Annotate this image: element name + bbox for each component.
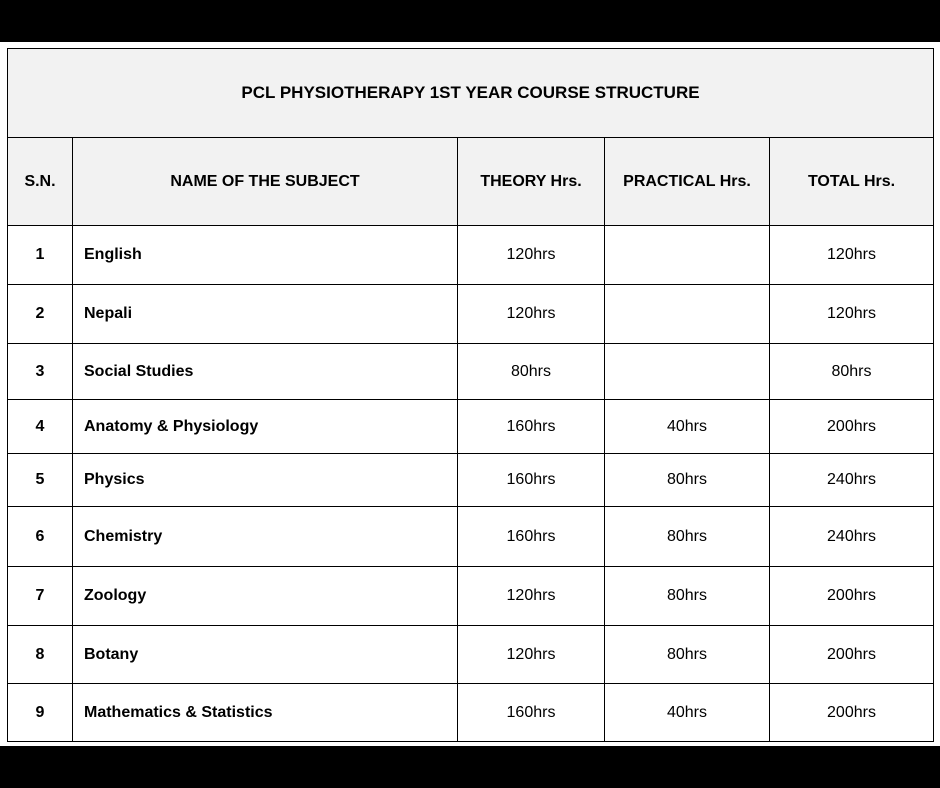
cell-subject: Physics	[73, 454, 458, 507]
cell-sn: 9	[8, 684, 73, 742]
cell-theory: 120hrs	[458, 626, 605, 684]
cell-practical: 40hrs	[605, 684, 770, 742]
cell-theory: 160hrs	[458, 400, 605, 454]
cell-practical	[605, 344, 770, 400]
cell-subject: English	[73, 226, 458, 285]
table-row	[8, 507, 934, 567]
cell-sn: 4	[8, 400, 73, 454]
cell-total: 120hrs	[770, 226, 934, 285]
cell-subject: Mathematics & Statistics	[73, 684, 458, 742]
cell-theory: 80hrs	[458, 344, 605, 400]
cell-subject: Nepali	[73, 285, 458, 344]
header-total: TOTAL Hrs.	[770, 138, 934, 226]
cell-sn: 2	[8, 285, 73, 344]
cell-practical: 80hrs	[605, 507, 770, 567]
table-row	[8, 344, 934, 400]
header-theory: THEORY Hrs.	[458, 138, 605, 226]
cell-sn: 6	[8, 507, 73, 567]
table-row	[8, 285, 934, 344]
cell-sn: 7	[8, 567, 73, 626]
cell-theory: 160hrs	[458, 454, 605, 507]
cell-practical: 80hrs	[605, 567, 770, 626]
cell-total: 80hrs	[770, 344, 934, 400]
header-practical: PRACTICAL Hrs.	[605, 138, 770, 226]
cell-subject: Zoology	[73, 567, 458, 626]
table-title: PCL PHYSIOTHERAPY 1ST YEAR COURSE STRUCTURE	[8, 49, 934, 138]
cell-theory: 120hrs	[458, 226, 605, 285]
cell-total: 120hrs	[770, 285, 934, 344]
table-row	[8, 684, 934, 742]
cell-practical	[605, 226, 770, 285]
cell-practical: 80hrs	[605, 454, 770, 507]
cell-total: 240hrs	[770, 454, 934, 507]
header-sn: S.N.	[8, 138, 73, 226]
cell-total: 240hrs	[770, 507, 934, 567]
table-row	[8, 567, 934, 626]
cell-theory: 120hrs	[458, 567, 605, 626]
cell-subject: Botany	[73, 626, 458, 684]
cell-theory: 160hrs	[458, 507, 605, 567]
cell-practical: 40hrs	[605, 400, 770, 454]
table-row	[8, 454, 934, 507]
cell-subject: Anatomy & Physiology	[73, 400, 458, 454]
cell-total: 200hrs	[770, 684, 934, 742]
cell-total: 200hrs	[770, 567, 934, 626]
cell-subject: Social Studies	[73, 344, 458, 400]
cell-subject: Chemistry	[73, 507, 458, 567]
cell-sn: 5	[8, 454, 73, 507]
cell-theory: 160hrs	[458, 684, 605, 742]
cell-practical: 80hrs	[605, 626, 770, 684]
cell-sn: 3	[8, 344, 73, 400]
document-page	[0, 42, 940, 746]
table-row	[8, 400, 934, 454]
cell-total: 200hrs	[770, 400, 934, 454]
cell-practical	[605, 285, 770, 344]
cell-sn: 1	[8, 226, 73, 285]
table-row	[8, 226, 934, 285]
header-row	[8, 138, 934, 226]
cell-theory: 120hrs	[458, 285, 605, 344]
course-structure-table	[7, 48, 934, 742]
table-row	[8, 626, 934, 684]
cell-total: 200hrs	[770, 626, 934, 684]
header-subject: NAME OF THE SUBJECT	[73, 138, 458, 226]
cell-sn: 8	[8, 626, 73, 684]
